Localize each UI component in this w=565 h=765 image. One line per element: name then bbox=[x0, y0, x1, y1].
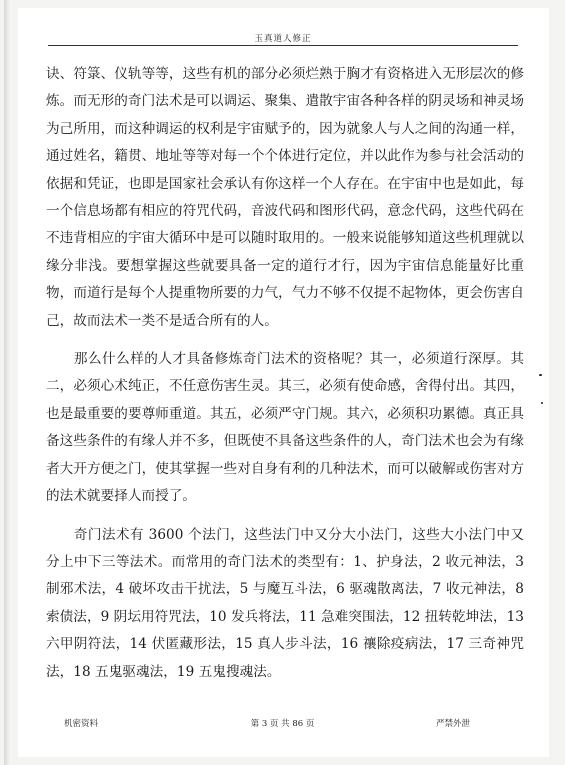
paragraph-spacer bbox=[46, 335, 524, 346]
footer-right-label: 严禁外泄 bbox=[436, 719, 471, 729]
footer-page-number: 第 3 页 共 86 页 bbox=[250, 719, 315, 729]
paragraph-3: 奇门法术有 3600 个法门，这些法门中又分大小法门，这些大小法门中又分上中下三等法术。而常用的奇门法术的类型有：1、护身法，2 收元神法，3 制邪术法，4 破坏攻击干扰法，5 与魔互斗法，6 驱魂散离法，7 收元神法，8 索债法，9 阴坛用符咒法，10 发兵将法，11 急难突围法，12 扭转乾坤法，13 六甲阴符法，14 伏匿藏形法，15 真人步斗法，16 禳除疫病法，17 三奇神咒法，18 五鬼驱魂法，19 五鬼搜魂法。 bbox=[46, 526, 524, 680]
paragraph-1: 诀、符箓、仪轨等等，这些有机的部分必须烂熟于胸才有资格进入无形层次的修炼。而无形的奇门法术是可以调运、聚集、遣散宇宙各种各样的阴灵场和神灵场为己所用，而这种调运的权利是宇宙赋予的，因为就象人与人之间的沟通一样，通过姓名，籍贯、地址等等对每一个个体进行定位，并以此作为参与社会活动的依据和凭证，也即是国家社会承认有你这样一个人存在。在宇宙中也是如此，每一个信息场都有相应的符咒代码，音波代码和图形代码，意念代码，这些代码在不违背相应的宇宙大循环中是可以随时取用的。一般来说能够知道这些机理就以缘分非浅。要想掌握这些就要具备一定的道行才行，因为宇宙信息能量好比重物，而道行是每个人提重物所要的力气，气力不够不仅提不起物体，更会伤害自己，故而法术一类不是适合所有的人。 bbox=[46, 66, 524, 329]
paragraph-spacer bbox=[46, 511, 524, 522]
paragraph-2: 那么什么样的人才具备修炼奇门法术的资格呢？其一，必须道行深厚。其二，必须心术纯正，不任意伤害生灵。其三，必须有使命感，舍得付出。其四，也是最重要的要尊师重道。其五，必须严守门规。其六，必须积功累德。真正具备这些条件的有缘人并不多，但既使不具备这些条件的人，奇门法术也会为有缘者大开方便之门，使其掌握一些对自身有利的几种法术，而可以破解或伤害对方的法术就要择人而授了。 bbox=[46, 351, 524, 505]
page-scan-edge bbox=[4, 0, 10, 765]
page-header-title: 玉真道人修正 bbox=[254, 34, 312, 44]
header-rule bbox=[48, 45, 518, 46]
footer-left-label: 机密资料 bbox=[64, 719, 99, 729]
document-body bbox=[46, 61, 524, 686]
scan-speck bbox=[541, 402, 543, 404]
scan-speck bbox=[539, 374, 542, 376]
